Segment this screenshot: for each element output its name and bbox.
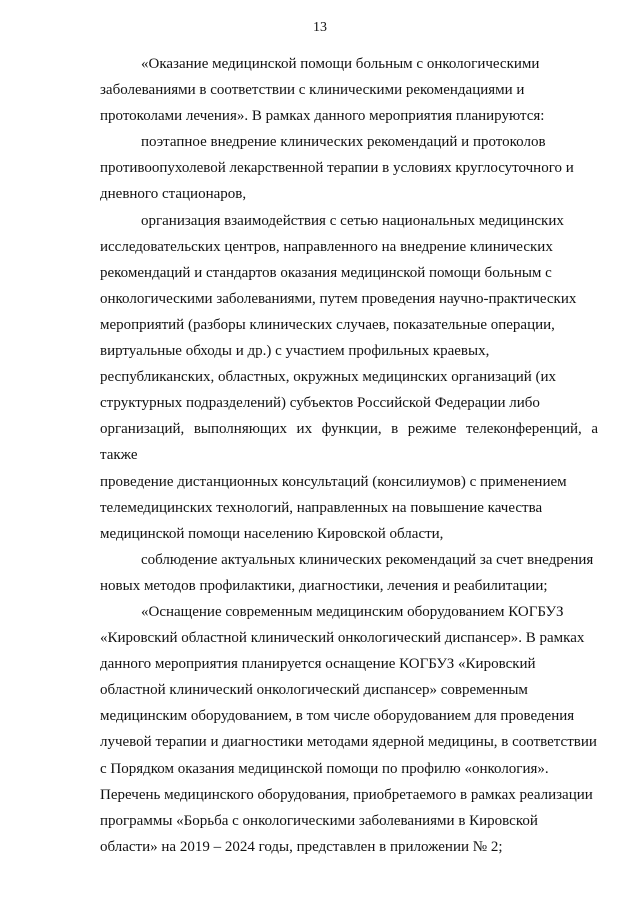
page-number: 13 <box>313 20 327 35</box>
paragraph-guideline-compliance: соблюдение актуальных клинических рекомендаций за счет внедрения новых методов профилактики, диагностики, лечения и реабилитации; <box>100 551 594 594</box>
paragraph-equipment-upgrade: «Оснащение современным медицинским оборудованием КОГБУЗ «Кировский областной клинический онкологический диспансер». В рамках данного мероприятия планируется оснащение КОГБУЗ «Кировский областной клинический онкологический диспансер» современным медицинским оборудованием, в том числе оборудованием для проведения лучевой терапии и диагностики методами ядерной медицины, в соответствии с Порядком оказания медицинской помощи по профилю «онкология». Перечень медицинского оборудования, приобретаемого в рамках реализации программы «Борьба с онкологическими заболеваниями в Кировской области» на 2019 – 2024 годы, представлен в приложении № 2; <box>100 603 597 855</box>
paragraph-treatment-by-guidelines: «Оказание медицинской помощи больным с онкологическими заболеваниями в соответствии с клиническими рекомендациями и протоколами лечения». В рамках данного мероприятия планируются: <box>100 56 545 125</box>
paragraph-stepwise-implementation: поэтапное внедрение клинических рекомендаций и протоколов противоопухолевой лекарственной терапии в условиях круглосуточного и дневного стационаров, <box>100 134 574 203</box>
body-text <box>100 51 598 860</box>
paragraph-research-center-cooperation: организация взаимодействия с сетью национальных медицинских исследовательских центров, направленного на внедрение клинических рекомендаций и стандартов оказания медицинской помощи больным с онкологическими заболеваниями, путем проведения научно-практических мероприятий (разборы клинических случаев, показательные операции, виртуальные обходы и др.) с участием профильных краевых, республиканских, областных, окружных медицинских организаций (их структурных подразделений) субъектов Российской Федерации либо организаций, выполняющих их функции, в режиме телеконференций, а также проведение дистанционных консультаций (консилиумов) с применением телемедицинских технологий, направленных на повышение качества медицинской помощи населению Кировской области, <box>100 212 598 542</box>
